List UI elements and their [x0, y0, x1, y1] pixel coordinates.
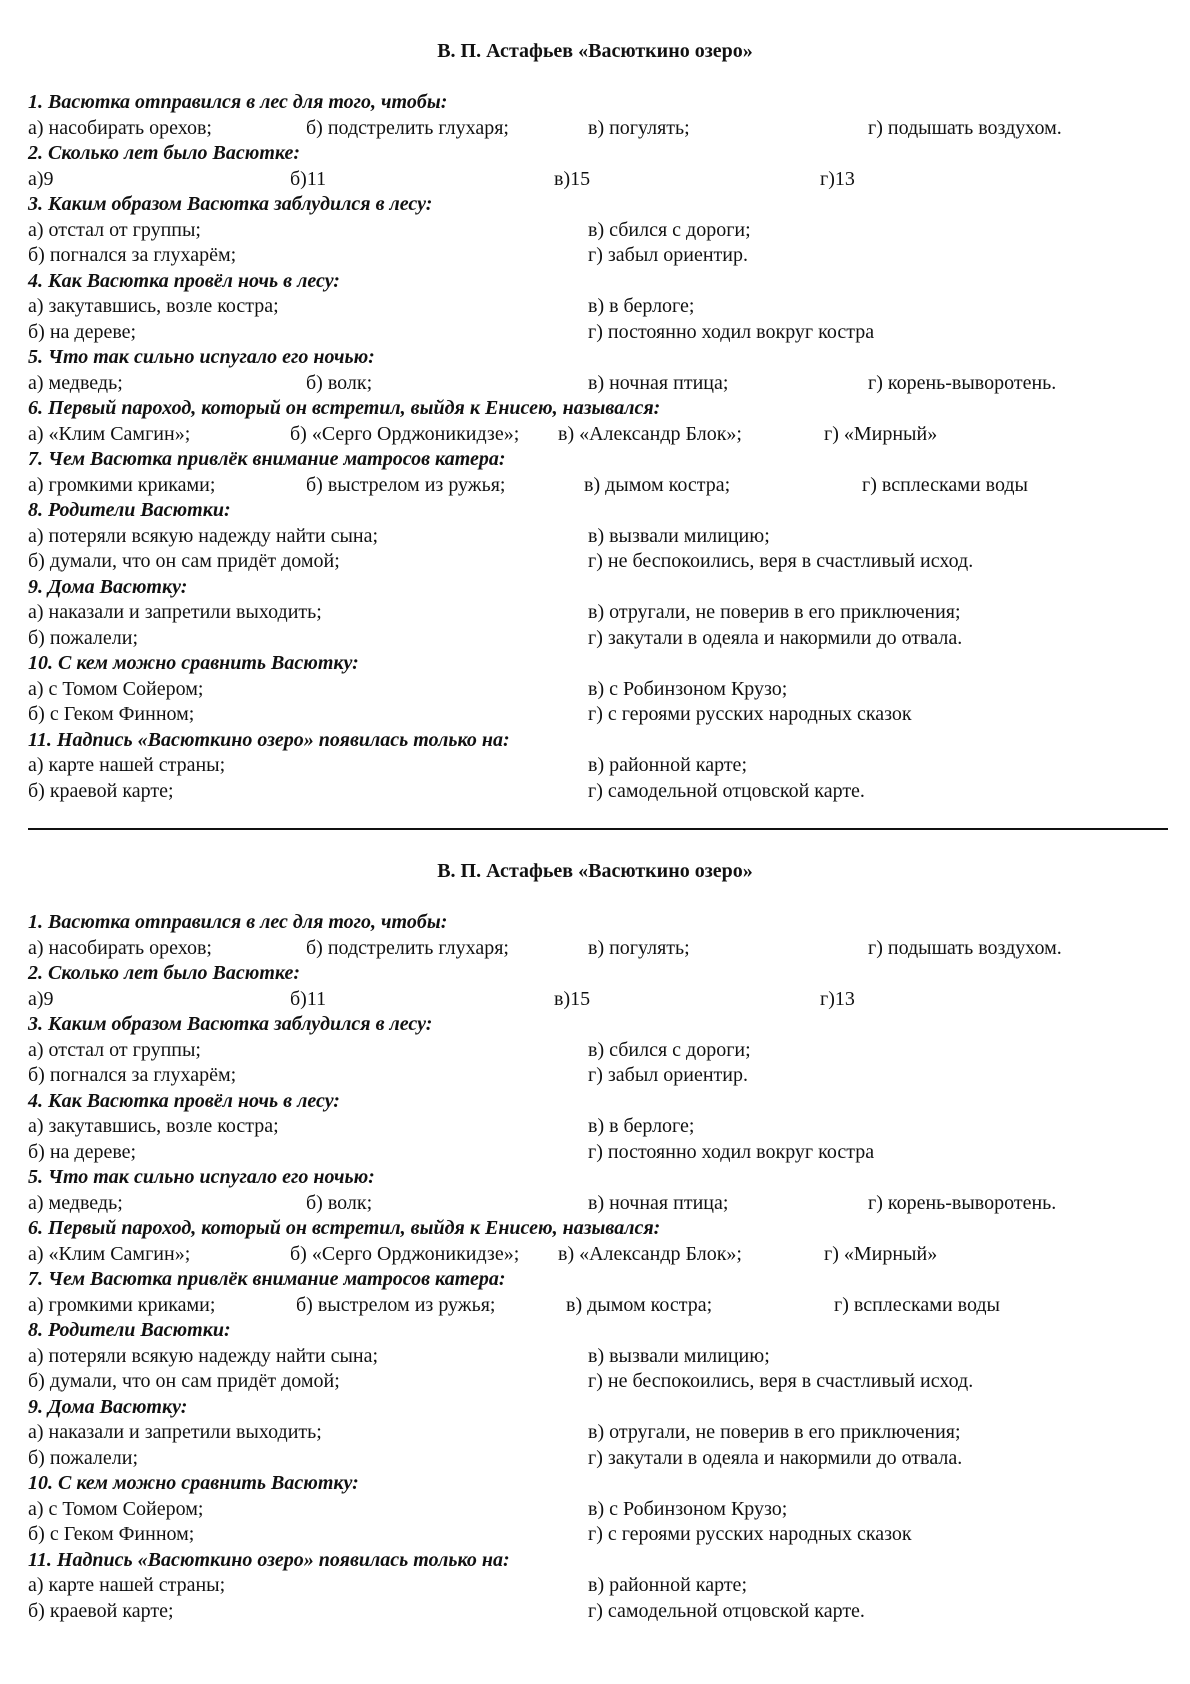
- answer-row: [28, 1369, 1168, 1395]
- question-text: 9. Дома Васютку:: [28, 575, 188, 598]
- answer-row: [28, 524, 1168, 550]
- question-text: 2. Сколько лет было Васютке:: [28, 962, 301, 984]
- answer-option: в) отругали, не поверив в его приключения;: [588, 1421, 961, 1443]
- answer-option: г) с героями русских народных сказок: [588, 703, 912, 725]
- answer-option: в) дымом костра;: [566, 1293, 713, 1316]
- answer-row: [28, 218, 1168, 244]
- answer-row: [28, 320, 1168, 346]
- answer-row: [28, 167, 1168, 193]
- question-block: [28, 192, 1168, 269]
- question-text: 1. Васютка отправился в лес для того, чтобы:: [28, 911, 448, 933]
- answer-option: г) «Мирный»: [824, 1242, 938, 1265]
- answer-option: в) отругали, не поверив в его приключения;: [588, 601, 961, 623]
- answer-option: б)11: [290, 987, 327, 1010]
- answer-row: [28, 1191, 1168, 1217]
- question-block: [28, 1012, 1168, 1089]
- answer-option: а) с Томом Сойером;: [28, 1497, 204, 1520]
- answer-option: а) потеряли всякую надежду найти сына;: [28, 1344, 379, 1367]
- answer-option: б) подстрелить глухаря;: [306, 936, 509, 959]
- answer-option: б) подстрелить глухаря;: [306, 116, 509, 139]
- answer-row: [28, 677, 1168, 703]
- cut-line-divider: [28, 828, 1168, 830]
- answer-option: г) не беспокоились, веря в счастливый исход.: [588, 550, 974, 572]
- answer-option: б) на дереве;: [28, 1140, 137, 1163]
- worksheet-title: В. П. Астафьев «Васюткино озеро»: [437, 860, 753, 882]
- answer-option: а) потеряли всякую надежду найти сына;: [28, 524, 379, 547]
- worksheet-bottom: [0, 858, 1190, 1622]
- question-block: [28, 910, 1168, 961]
- answer-option: г) корень-выворотень.: [868, 371, 1057, 394]
- answer-option: б) краевой карте;: [28, 1599, 174, 1622]
- question-text: 10. С кем можно сравнить Васютку:: [28, 652, 359, 674]
- answer-option: в) сбился с дороги;: [588, 1038, 751, 1061]
- question-block: [28, 90, 1168, 141]
- answer-option: г) постоянно ходил вокруг костра: [588, 1140, 875, 1163]
- answer-option: а) закутавшись, возле костра;: [28, 1115, 279, 1137]
- answer-option: г) не беспокоились, веря в счастливый исход.: [588, 1370, 974, 1392]
- answer-option: в) с Робинзоном Крузо;: [588, 1497, 788, 1520]
- answer-row: [28, 600, 1168, 626]
- question-block: [28, 1089, 1168, 1166]
- answer-option: а) наказали и запретили выходить;: [28, 1421, 322, 1443]
- question-block: [28, 1267, 1168, 1318]
- answer-option: в) вызвали милицию;: [588, 524, 770, 547]
- question-block: [28, 396, 1168, 447]
- answer-row: [28, 1522, 1168, 1548]
- answer-option: а) медведь;: [28, 371, 123, 394]
- answer-option: г) закутали в одеяла и накормили до отвала.: [588, 626, 963, 649]
- question-list: [28, 90, 1168, 804]
- question-block: [28, 728, 1168, 805]
- answer-option: г) подышать воздухом.: [868, 936, 1062, 959]
- answer-option: г) закутали в одеяла и накормили до отвала.: [588, 1446, 963, 1469]
- answer-row: [28, 294, 1168, 320]
- answer-option: г) самодельной отцовской карте.: [588, 779, 865, 802]
- answer-row: [28, 753, 1168, 779]
- answer-option: в) «Александр Блок»;: [558, 1242, 742, 1265]
- question-text: 11. Надпись «Васюткино озеро» появилась только на:: [28, 1548, 510, 1571]
- answer-row: [28, 422, 1168, 448]
- question-block: [28, 1318, 1168, 1395]
- question-text: 6. Первый пароход, который он встретил, выйдя к Енисею, назывался:: [28, 1217, 661, 1239]
- answer-option: б) погнался за глухарём;: [28, 244, 237, 266]
- answer-row: [28, 1293, 1168, 1319]
- answer-row: [28, 1140, 1168, 1166]
- answer-option: в) в берлоге;: [588, 295, 695, 317]
- answer-option: в) ночная птица;: [588, 371, 729, 394]
- question-block: [28, 651, 1168, 728]
- worksheet-title: В. П. Астафьев «Васюткино озеро»: [437, 40, 753, 62]
- answer-row: [28, 549, 1168, 575]
- answer-option: а)9: [28, 987, 54, 1010]
- question-block: [28, 269, 1168, 346]
- answer-row: [28, 371, 1168, 397]
- answer-option: б) «Серго Орджоникидзе»;: [290, 1242, 520, 1265]
- answer-row: [28, 987, 1168, 1013]
- question-block: [28, 447, 1168, 498]
- answer-row: [28, 473, 1168, 499]
- answer-option: б) погнался за глухарём;: [28, 1064, 237, 1086]
- answer-option: в) ночная птица;: [588, 1191, 729, 1214]
- question-list: [28, 910, 1168, 1624]
- answer-option: б) думали, что он сам придёт домой;: [28, 1370, 340, 1392]
- question-text: 1. Васютка отправился в лес для того, чтобы:: [28, 91, 448, 113]
- answer-option: б) волк;: [306, 371, 373, 394]
- question-text: 7. Чем Васютка привлёк внимание матросов катера:: [28, 1268, 506, 1290]
- question-text: 5. Что так сильно испугало его ночью:: [28, 346, 375, 368]
- answer-option: г)13: [820, 987, 855, 1010]
- answer-option: г) всплесками воды: [862, 473, 1028, 496]
- answer-option: а) карте нашей страны;: [28, 754, 226, 776]
- question-text: 5. Что так сильно испугало его ночью:: [28, 1166, 375, 1188]
- answer-option: б) на дереве;: [28, 320, 137, 343]
- question-block: [28, 1216, 1168, 1267]
- answer-row: [28, 1599, 1168, 1625]
- answer-option: в) погулять;: [588, 116, 690, 139]
- question-block: [28, 1395, 1168, 1472]
- question-block: [28, 1548, 1168, 1625]
- answer-option: б) выстрелом из ружья;: [296, 1293, 496, 1316]
- question-text: 3. Каким образом Васютка заблудился в лесу:: [28, 193, 433, 215]
- question-text: 10. С кем можно сравнить Васютку:: [28, 1472, 359, 1494]
- question-block: [28, 1471, 1168, 1548]
- question-text: 4. Как Васютка провёл ночь в лесу:: [28, 269, 340, 292]
- answer-option: а) отстал от группы;: [28, 1038, 201, 1061]
- answer-option: а)9: [28, 167, 54, 190]
- answer-option: в) сбился с дороги;: [588, 218, 751, 241]
- answer-row: [28, 936, 1168, 962]
- answer-option: в) в берлоге;: [588, 1115, 695, 1137]
- answer-option: а) отстал от группы;: [28, 218, 201, 241]
- answer-option: б) пожалели;: [28, 626, 139, 649]
- answer-option: г) с героями русских народных сказок: [588, 1523, 912, 1545]
- answer-row: [28, 1573, 1168, 1599]
- answer-option: а) насобирать орехов;: [28, 936, 212, 959]
- answer-row: [28, 243, 1168, 269]
- answer-option: г) самодельной отцовской карте.: [588, 1599, 865, 1622]
- question-block: [28, 961, 1168, 1012]
- answer-option: в) с Робинзоном Крузо;: [588, 677, 788, 700]
- question-text: 6. Первый пароход, который он встретил, выйдя к Енисею, назывался:: [28, 397, 661, 419]
- answer-row: [28, 702, 1168, 728]
- answer-option: г) корень-выворотень.: [868, 1191, 1057, 1214]
- answer-row: [28, 1420, 1168, 1446]
- answer-option: в) дымом костра;: [584, 473, 731, 496]
- answer-option: б) пожалели;: [28, 1446, 139, 1469]
- question-text: 11. Надпись «Васюткино озеро» появилась только на:: [28, 728, 510, 751]
- answer-row: [28, 116, 1168, 142]
- answer-option: а) громкими криками;: [28, 1293, 216, 1316]
- question-block: [28, 345, 1168, 396]
- question-block: [28, 575, 1168, 652]
- answer-option: в) «Александр Блок»;: [558, 422, 742, 445]
- answer-option: в) вызвали милицию;: [588, 1344, 770, 1367]
- question-text: 2. Сколько лет было Васютке:: [28, 142, 301, 164]
- answer-option: в) районной карте;: [588, 754, 747, 776]
- question-text: 9. Дома Васютку:: [28, 1395, 188, 1418]
- answer-option: а) с Томом Сойером;: [28, 677, 204, 700]
- answer-row: [28, 1497, 1168, 1523]
- answer-option: а) «Клим Самгин»;: [28, 1242, 191, 1265]
- answer-row: [28, 1063, 1168, 1089]
- answer-option: г) забыл ориентир.: [588, 1064, 748, 1086]
- answer-option: а) насобирать орехов;: [28, 116, 212, 139]
- question-text: 4. Как Васютка провёл ночь в лесу:: [28, 1089, 340, 1112]
- worksheet-top: [0, 38, 1190, 802]
- answer-option: в) погулять;: [588, 936, 690, 959]
- answer-option: г) постоянно ходил вокруг костра: [588, 320, 875, 343]
- answer-option: б) краевой карте;: [28, 779, 174, 802]
- answer-row: [28, 1242, 1168, 1268]
- question-text: 7. Чем Васютка привлёк внимание матросов катера:: [28, 448, 506, 470]
- answer-option: а) наказали и запретили выходить;: [28, 601, 322, 623]
- answer-option: а) закутавшись, возле костра;: [28, 295, 279, 317]
- answer-option: а) громкими криками;: [28, 473, 216, 496]
- answer-option: г) «Мирный»: [824, 422, 938, 445]
- answer-option: в)15: [554, 987, 591, 1010]
- answer-option: в) районной карте;: [588, 1574, 747, 1596]
- question-text: 3. Каким образом Васютка заблудился в лесу:: [28, 1013, 433, 1035]
- question-block: [28, 141, 1168, 192]
- answer-row: [28, 779, 1168, 805]
- answer-option: б) с Геком Финном;: [28, 703, 195, 725]
- answer-option: а) медведь;: [28, 1191, 123, 1214]
- answer-option: б)11: [290, 167, 327, 190]
- answer-option: г) забыл ориентир.: [588, 244, 748, 266]
- answer-option: в)15: [554, 167, 591, 190]
- answer-option: г)13: [820, 167, 855, 190]
- answer-option: б) «Серго Орджоникидзе»;: [290, 422, 520, 445]
- answer-row: [28, 1038, 1168, 1064]
- answer-option: г) всплесками воды: [834, 1293, 1000, 1316]
- question-block: [28, 498, 1168, 575]
- answer-row: [28, 1446, 1168, 1472]
- question-text: 8. Родители Васютки:: [28, 499, 231, 521]
- answer-option: а) карте нашей страны;: [28, 1574, 226, 1596]
- answer-option: б) волк;: [306, 1191, 373, 1214]
- answer-option: б) выстрелом из ружья;: [306, 473, 506, 496]
- question-block: [28, 1165, 1168, 1216]
- answer-row: [28, 1344, 1168, 1370]
- answer-option: б) с Геком Финном;: [28, 1523, 195, 1545]
- answer-option: а) «Клим Самгин»;: [28, 422, 191, 445]
- question-text: 8. Родители Васютки:: [28, 1319, 231, 1341]
- answer-option: г) подышать воздухом.: [868, 116, 1062, 139]
- answer-row: [28, 1114, 1168, 1140]
- answer-row: [28, 626, 1168, 652]
- answer-option: б) думали, что он сам придёт домой;: [28, 550, 340, 572]
